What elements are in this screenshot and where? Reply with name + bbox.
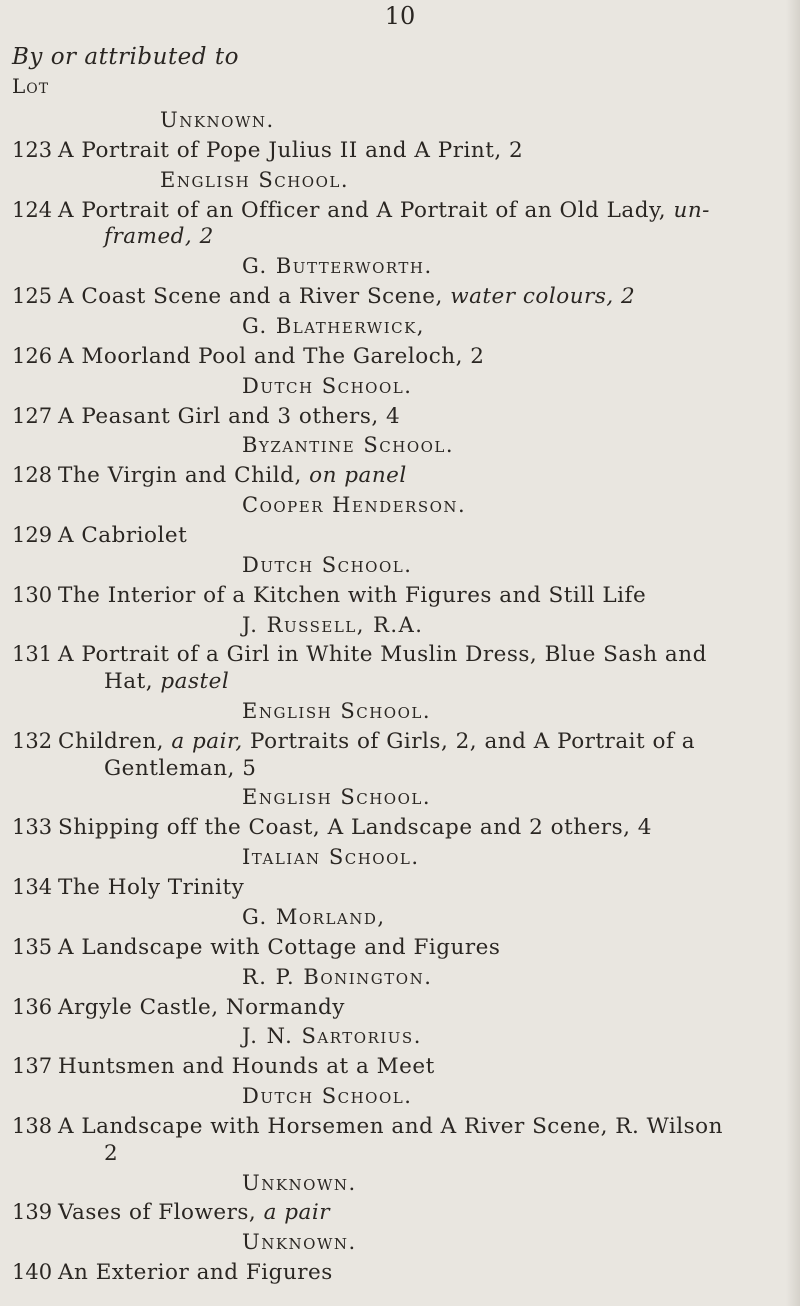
lot-description: The Interior of a Kitchen with Figures and Still Life	[58, 582, 647, 608]
lot-number: 127	[12, 403, 53, 428]
attribution: G. Morland,	[242, 904, 386, 929]
attribution: English School.	[160, 167, 350, 192]
lot-number: 124	[12, 197, 53, 222]
lot-description-continued: Hat, pastel	[104, 669, 230, 695]
lot-description: A Coast Scene and a River Scene, water colours, 2	[58, 284, 636, 309]
lot-description: A Portrait of a Girl in White Muslin Dress, Blue Sash and	[58, 642, 707, 668]
lot-number: 133	[12, 815, 53, 840]
attribution: Dutch School.	[242, 552, 413, 577]
lot-description: Shipping off the Coast, A Landscape and 2 others, 4	[58, 815, 652, 841]
attribution: Unknown.	[242, 1170, 357, 1195]
lot-number: 132	[12, 728, 53, 753]
lot-number: 137	[12, 1054, 53, 1079]
lot-description-continued: 2	[104, 1140, 119, 1166]
lot-description: The Holy Trinity	[58, 875, 245, 900]
attribution: Byzantine School.	[242, 433, 455, 458]
lot-number: 135	[12, 934, 53, 959]
lot-description: Children, a pair, Portraits of Girls, 2, and A Portrait of a	[58, 728, 696, 754]
attribution: G. Butterworth.	[242, 254, 433, 279]
lot-description: Huntsmen and Hounds at a Meet	[58, 1054, 435, 1080]
lot-number: 126	[12, 343, 53, 368]
attribution: Dutch School.	[242, 373, 413, 398]
attribution: English School.	[242, 785, 432, 810]
attribution: Dutch School.	[242, 1084, 413, 1109]
lot-number: 139	[12, 1200, 53, 1225]
lot-description: An Exterior and Figures	[58, 1260, 333, 1286]
lot-number: 138	[12, 1113, 53, 1138]
lot-description: Vases of Flowers, a pair	[58, 1200, 330, 1226]
lot-column-label: Lot	[12, 74, 50, 98]
lot-description: A Portrait of an Officer and A Portrait of an Old Lady, un-	[58, 197, 710, 223]
section-heading: By or attributed to	[12, 44, 239, 70]
lot-number: 134	[12, 875, 53, 899]
lot-description: A Landscape with Cottage and Figures	[58, 934, 501, 960]
lot-description: Argyle Castle, Normandy	[58, 994, 345, 1020]
lot-number: 129	[12, 522, 53, 547]
lot-description: The Virgin and Child, on panel	[58, 463, 407, 489]
lot-description: A Moorland Pool and The Gareloch, 2	[58, 343, 485, 369]
lot-number: 128	[12, 463, 53, 488]
lot-number: 131	[12, 642, 53, 667]
lot-description-continued: Gentleman, 5	[104, 755, 257, 781]
lot-number: 140	[12, 1260, 53, 1285]
attribution: J. N. Sartorius.	[242, 1024, 422, 1049]
attribution: Unknown.	[242, 1230, 357, 1255]
lot-description-continued: framed, 2	[104, 224, 214, 250]
attribution: Cooper Henderson.	[242, 493, 467, 518]
lot-description: A Cabriolet	[58, 522, 188, 548]
page-edge-shadow	[786, 0, 800, 1306]
attribution: G. Blatherwick,	[242, 313, 425, 338]
lot-description: A Portrait of Pope Julius II and A Print, 2	[58, 137, 524, 163]
attribution: English School.	[242, 699, 432, 723]
attribution: J. Russell, R.A.	[242, 612, 424, 637]
page-number: 10	[384, 2, 416, 30]
lot-number: 123	[12, 137, 53, 162]
attribution: R. P. Bonington.	[242, 964, 433, 989]
lot-number: 130	[12, 582, 53, 607]
lot-number: 125	[12, 284, 53, 308]
attribution: Unknown.	[160, 108, 275, 132]
lot-number: 136	[12, 994, 53, 1019]
lot-description: A Landscape with Horsemen and A River Scene, R. Wilson	[58, 1113, 723, 1139]
attribution: Italian School.	[242, 845, 420, 870]
lot-description: A Peasant Girl and 3 others, 4	[58, 403, 401, 429]
